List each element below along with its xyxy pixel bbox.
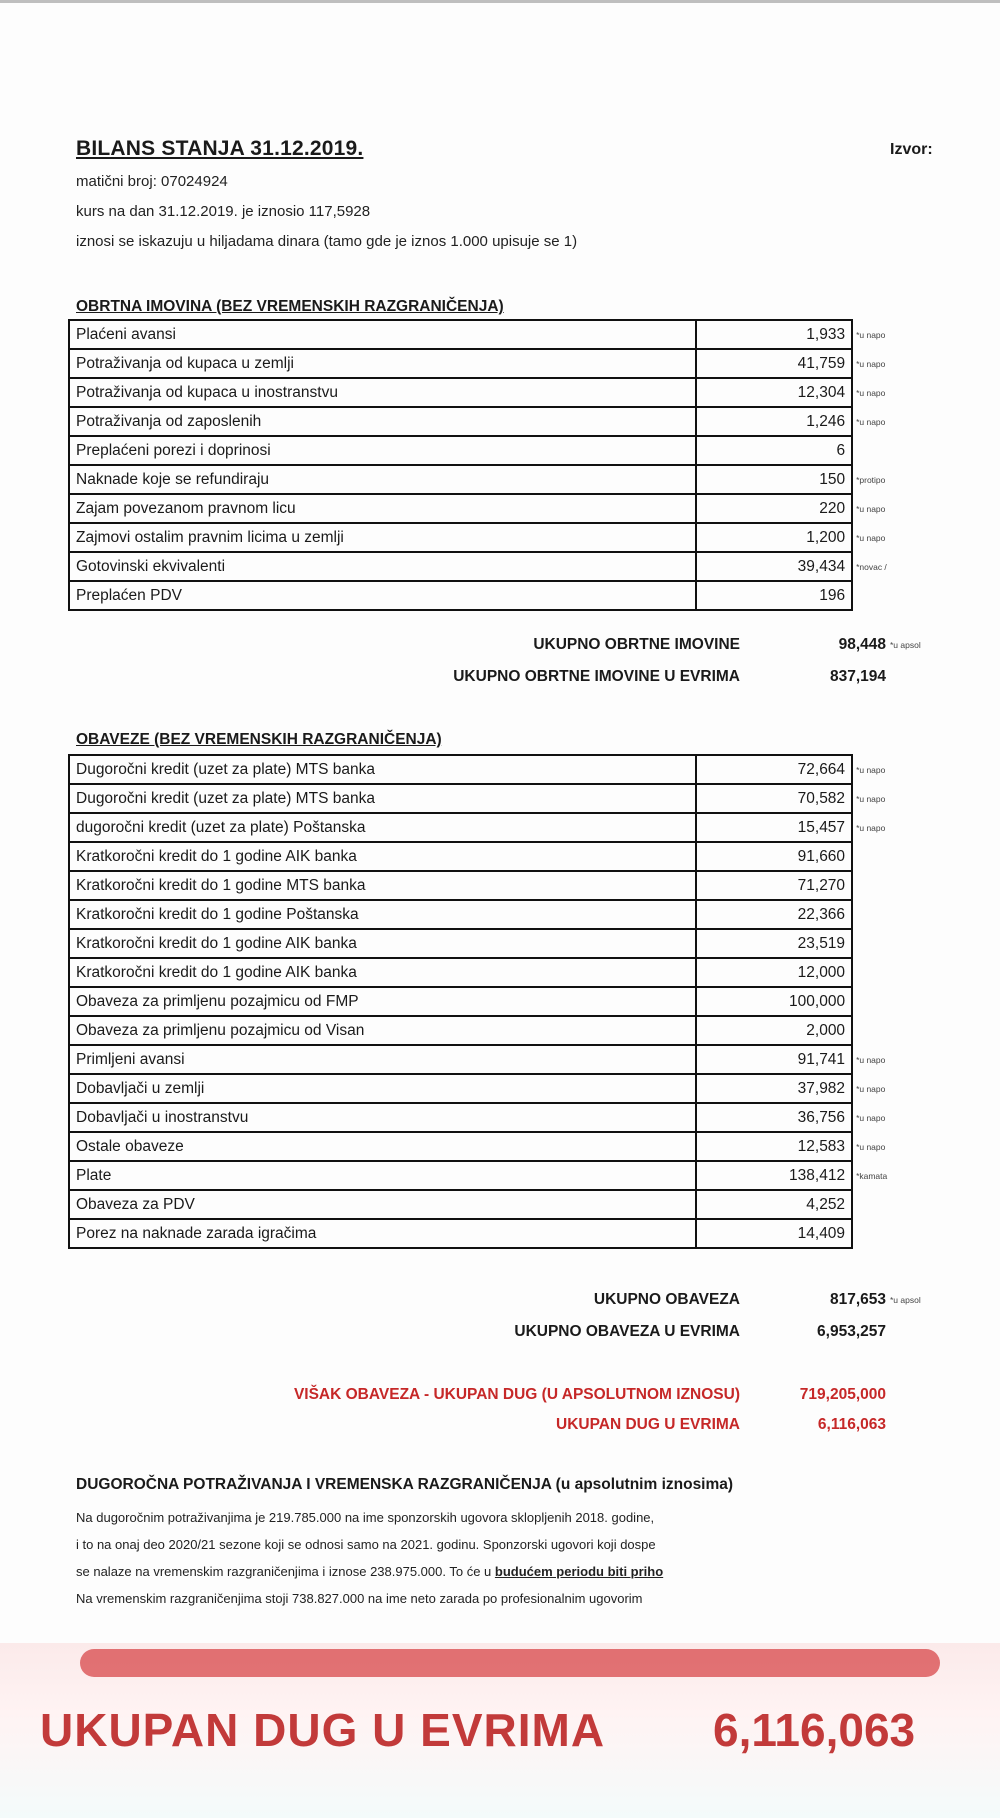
table-row (69, 842, 889, 871)
longterm-line-2: i to na onaj deo 2020/21 sezone koji se odnosi samo na 2021. godinu. Sponzorski ugovori koji dospe (76, 1537, 656, 1552)
row-note: *kamata (856, 1170, 888, 1181)
longterm-heading: DUGOROČNA POTRAŽIVANJA I VREMENSKA RAZGRANIČENJA (u apsolutnim iznosima) (76, 1476, 734, 1493)
row-label: Zajmovi ostalim pravnim licima u zemlji (69, 523, 696, 552)
row-note: *novac / (856, 561, 887, 572)
row-value: 150 (696, 465, 852, 494)
table-row (69, 523, 889, 552)
row-note (852, 871, 889, 900)
table-row (69, 436, 889, 465)
row-label: Kratkoročni kredit do 1 godine MTS banka (69, 871, 696, 900)
row-note: *u napo (856, 387, 886, 398)
table-row (69, 755, 889, 784)
zoomed-debt-value: 6,116,063 (713, 1704, 916, 1756)
row-value: 100,000 (696, 987, 852, 1016)
liabilities-total-value: 817,653 (829, 1291, 886, 1308)
row-note: *protipo (856, 474, 886, 485)
row-label: Plate (69, 1161, 696, 1190)
assets-table (68, 319, 890, 611)
row-value: 70,582 (696, 784, 852, 813)
row-note (852, 929, 889, 958)
row-value: 14,409 (696, 1219, 852, 1248)
row-value: 196 (696, 581, 852, 610)
row-note (852, 581, 889, 610)
row-label: Obaveza za primljenu pozajmicu od FMP (69, 987, 696, 1016)
table-row (69, 1045, 889, 1074)
row-value: 12,583 (696, 1132, 852, 1161)
row-value: 71,270 (696, 871, 852, 900)
table-row (69, 871, 889, 900)
row-label: Obaveza za PDV (69, 1190, 696, 1219)
row-label: Preplaćen PDV (69, 581, 696, 610)
row-note: *u napo (856, 822, 886, 833)
longterm-emphasis: budućem periodu biti priho (494, 1564, 664, 1579)
row-value: 72,664 (696, 755, 852, 784)
longterm-line-4: Na vremenskim razgraničenjima stoji 738.827.000 na ime neto zarada po profesionalnim ugovorim (76, 1591, 643, 1606)
row-label: Gotovinski ekvivalenti (69, 552, 696, 581)
source-label: Izvor: (890, 141, 933, 158)
total-debt-eur-value: 6,116,063 (817, 1416, 886, 1433)
row-note (852, 900, 889, 929)
row-label: Preplaćeni porezi i doprinosi (69, 436, 696, 465)
zoomed-debt-label: UKUPAN DUG U EVRIMA (40, 1704, 606, 1756)
row-value: 37,982 (696, 1074, 852, 1103)
table-row (69, 958, 889, 987)
table-row (69, 1161, 889, 1190)
table-row (69, 552, 889, 581)
row-note: *u napo (856, 503, 886, 514)
table-row (69, 1103, 889, 1132)
assets-total-note: *u apsol (890, 640, 921, 650)
row-value: 6 (696, 436, 852, 465)
row-label: Potraživanja od zaposlenih (69, 407, 696, 436)
table-row (69, 378, 889, 407)
row-note: *u napo (856, 1054, 886, 1065)
row-note (852, 1219, 889, 1248)
row-note: *u napo (856, 1112, 886, 1123)
table-row (69, 1219, 889, 1248)
table-row (69, 929, 889, 958)
row-label: Plaćeni avansi (69, 320, 696, 349)
row-value: 91,741 (696, 1045, 852, 1074)
row-label: Kratkoročni kredit do 1 godine AIK banka (69, 958, 696, 987)
row-value: 2,000 (696, 1016, 852, 1045)
row-note: *u napo (856, 358, 886, 369)
row-value: 91,660 (696, 842, 852, 871)
liabilities-heading: OBAVEZE (BEZ VREMENSKIH RAZGRANIČENJA) (76, 731, 442, 748)
longterm-line-3: se nalaze na vremenskim razgraničenjima i iznose 238.975.000. To će u budućem periodu biti priho (76, 1564, 664, 1579)
table-row (69, 1132, 889, 1161)
row-label: Potraživanja od kupaca u zemlji (69, 349, 696, 378)
row-label: Dobavljači u inostranstvu (69, 1103, 696, 1132)
table-row (69, 494, 889, 523)
row-value: 39,434 (696, 552, 852, 581)
row-label: Primljeni avansi (69, 1045, 696, 1074)
table-row (69, 900, 889, 929)
row-value: 36,756 (696, 1103, 852, 1132)
row-note: *u napo (856, 1083, 886, 1094)
row-value: 138,412 (696, 1161, 852, 1190)
row-note (852, 842, 889, 871)
row-note: *u napo (856, 532, 886, 543)
liabilities-total-eur-value: 6,953,257 (817, 1323, 886, 1340)
row-note (852, 436, 889, 465)
row-label: Dugoročni kredit (uzet za plate) MTS banka (69, 784, 696, 813)
row-label: Dugoročni kredit (uzet za plate) MTS banka (69, 755, 696, 784)
row-label: Kratkoročni kredit do 1 godine Poštanska (69, 900, 696, 929)
longterm-line-1: Na dugoročnim potraživanjima je 219.785.000 na ime sponzorskih ugovora sklopljenih 2018. godine, (76, 1510, 655, 1525)
row-label: Dobavljači u zemlji (69, 1074, 696, 1103)
row-note (852, 958, 889, 987)
row-value: 12,000 (696, 958, 852, 987)
exchange-rate-note: kurs na dan 31.12.2019. je iznosio 117,5928 (76, 203, 371, 220)
row-label: Obaveza za primljenu pozajmicu od Visan (69, 1016, 696, 1045)
row-value: 22,366 (696, 900, 852, 929)
row-value: 1,246 (696, 407, 852, 436)
row-label: Kratkoročni kredit do 1 godine AIK banka (69, 929, 696, 958)
row-note: *u napo (856, 416, 886, 427)
row-note: *u napo (856, 764, 886, 775)
row-label: Porez na naknade zarada igračima (69, 1219, 696, 1248)
table-row (69, 349, 889, 378)
row-note (852, 987, 889, 1016)
row-note: *u napo (856, 793, 886, 804)
row-value: 41,759 (696, 349, 852, 378)
row-value: 1,933 (696, 320, 852, 349)
row-note (852, 1016, 889, 1045)
table-row (69, 1074, 889, 1103)
row-label: Zajam povezanom pravnom licu (69, 494, 696, 523)
row-value: 12,304 (696, 378, 852, 407)
row-label: Naknade koje se refundiraju (69, 465, 696, 494)
row-value: 4,252 (696, 1190, 852, 1219)
table-row (69, 407, 889, 436)
assets-total-eur-value: 837,194 (829, 668, 886, 685)
excess-liabilities-value: 719,205,000 (799, 1386, 886, 1403)
assets-total-value: 98,448 (838, 636, 886, 653)
table-row (69, 784, 889, 813)
row-label: dugoročni kredit (uzet za plate) Poštanska (69, 813, 696, 842)
table-row (69, 581, 889, 610)
row-value: 23,519 (696, 929, 852, 958)
row-label: Potraživanja od kupaca u inostranstvu (69, 378, 696, 407)
row-label: Ostale obaveze (69, 1132, 696, 1161)
table-row (69, 465, 889, 494)
row-note (852, 1190, 889, 1219)
page-title: BILANS STANJA 31.12.2019. (76, 137, 364, 160)
assets-heading: OBRTNA IMOVINA (BEZ VREMENSKIH RAZGRANIČENJA) (76, 298, 504, 315)
document-page: BILANS STANJA 31.12.2019. Izvor: matični broj: 07024924 kurs na dan 31.12.2019. je iznosio 117,5928 iznosi se iskazuju u hiljadama dinara (tamo gde je iznos 1.000 upisuje se 1) OBRTNA IMOVINA (BEZ VREMENSKIH RAZGRANIČENJA) Plaćeni avansi 1,933 *u napo Potraživanja od kupaca u zemlji 41,759 *u napo Potraživanja od kupaca u inostranstvu 12,304 *u napo Potraživanja od zaposlenih 1,246 *u napo Preplaćeni porezi i doprinosi 6 Naknade koje se refundiraju 150 *protipo Zajam povezanom pravnom licu 220 *u napo Zajmovi ostalim pravnim licima u zemlji 1,200 *u napo Gotovinski ekvivalenti 39,434 *novac / Preplaćen PDV 196 UKUPNO OBRTNE IMOVINE 98,448 *u apsol UKUPNO OBRTNE IMOVINE U EVRIMA 837,194 OBAVEZE (BEZ VREMENSKIH RAZGRANIČENJA) Dugoročni kredit (uzet za plate) MTS banka 72,664 *u napo Dugoročni kredit (uzet za plate) MTS banka 70,582 *u napo dugoročni kredit (uzet za plate) Poštanska 15,457 *u napo Kratkoročni kredit do 1 godine AIK banka 91,660 Kratkoročni kredit do 1 godine MTS banka 71,270 Kratkoročni kredit do 1 godine Poštanska 22,366 Kratkoročni kredit do 1 godine AIK banka 23,519 Kratkoročni kredit do 1 godine AIK banka 12,000 Obaveza za primljenu pozajmicu od FMP 100,000 Obaveza za primljenu pozajmicu od Visan 2,000 Primljeni avansi 91,741 *u napo Dobavljači u zemlji 37,982 *u napo Dobavljači u inostranstvu 36,756 *u napo Ostale obaveze 12,583 *u napo Plate 138,412 *kamata Obaveza za PDV 4,252 Porez na naknade zarada igračima 14,409 UKUPNO OBAVEZA 817,653 *u apsol UKUPNO OBAVEZA U EVRIMA 6,953,257 VIŠAK OBAVEZA - UKUPAN DUG (U APSOLUTNOM IZNOSU) 719,205,000 UKUPAN DUG U EVRIMA 6,116,063 DUGOROČNA POTRAŽIVANJA I VREMENSKA RAZGRANIČENJA (u apsolutnim iznosima) Na dugoročnim potraživanjima je 219.785.000 na ime sponzorskih ugovora sklopljenih 2018. godine, i to na onaj deo 2020/21 sezone koji se odnosi samo na 2021. godinu. Sponzorski ugovori koji dospe se nalaze na vremenskim razgraničenjima i iznose 238.975.000. To će u budućem periodu biti priho Na vremenskim razgraničenjima stoji 738.827.000 na ime neto zarada po profesionalnim ugovorim UKUPAN DUG U EVRIMA 6,116,063 (0, 0, 1000, 1815)
row-value: 220 (696, 494, 852, 523)
row-note: *u napo (856, 329, 886, 340)
units-note: iznosi se iskazuju u hiljadama dinara (tamo gde je iznos 1.000 upisuje se 1) (76, 233, 578, 250)
row-label: Kratkoročni kredit do 1 godine AIK banka (69, 842, 696, 871)
table-row (69, 320, 889, 349)
table-row (69, 987, 889, 1016)
row-note: *u napo (856, 1141, 886, 1152)
liabilities-total-note: *u apsol (890, 1295, 921, 1305)
liabilities-table (68, 754, 890, 1249)
blurred-text-strip (80, 1649, 940, 1677)
table-row (69, 1016, 889, 1045)
row-value: 15,457 (696, 813, 852, 842)
table-row (69, 813, 889, 842)
registration-number: matični broj: 07024924 (76, 173, 228, 190)
table-row (69, 1190, 889, 1219)
row-value: 1,200 (696, 523, 852, 552)
